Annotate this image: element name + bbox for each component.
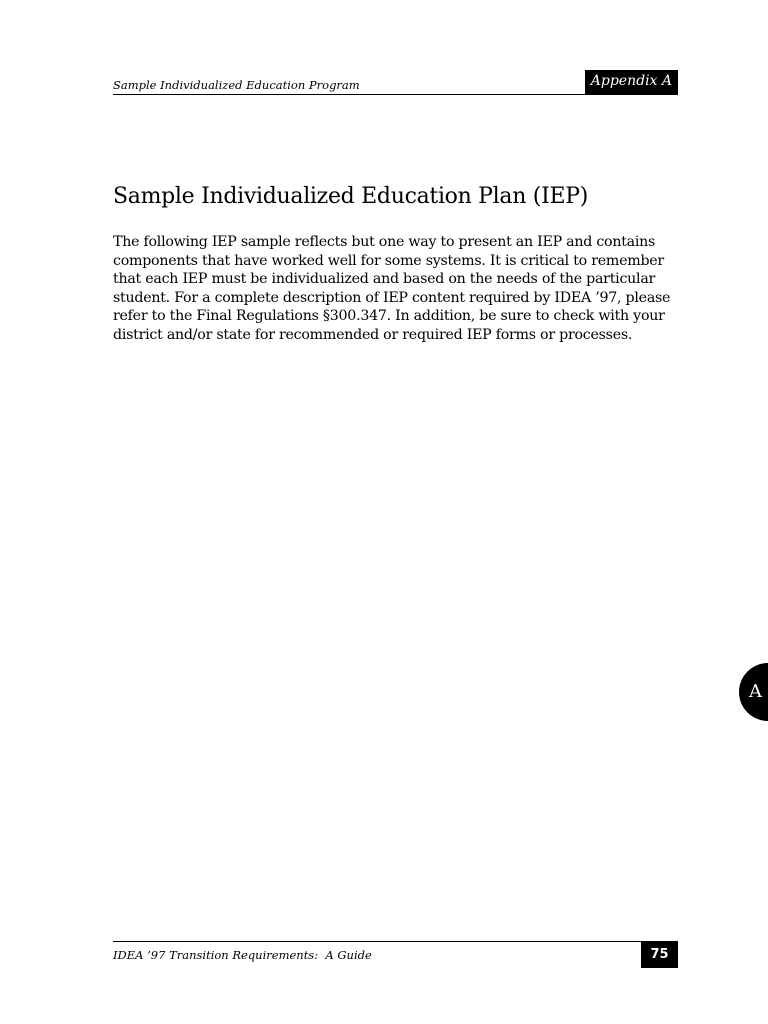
header-title: Sample Individualized Education Program <box>113 78 360 92</box>
intro-paragraph: The following IEP sample reflects but one way to present an IEP and contains components that have worked well for some systems. It is critical to remember that each IEP must be individualized and based on the needs of the particular student. For a complete description of IEP content required by IDEA ’97, please refer to the Final Regulations §300.347. In addition, be sure to check with your district and/or state for recommended or required IEP forms or processes. <box>113 234 671 343</box>
section-tab <box>739 663 768 721</box>
footer-title: IDEA ’97 Transition Requirements: A Guide <box>113 948 372 962</box>
appendix-label: Appendix A <box>585 70 678 94</box>
section-tab-letter: A <box>749 681 762 702</box>
running-header <box>113 70 678 95</box>
page-title: Sample Individualized Education Plan (IEP) <box>113 184 589 209</box>
page-number: 75 <box>641 942 678 968</box>
running-footer <box>113 941 678 968</box>
